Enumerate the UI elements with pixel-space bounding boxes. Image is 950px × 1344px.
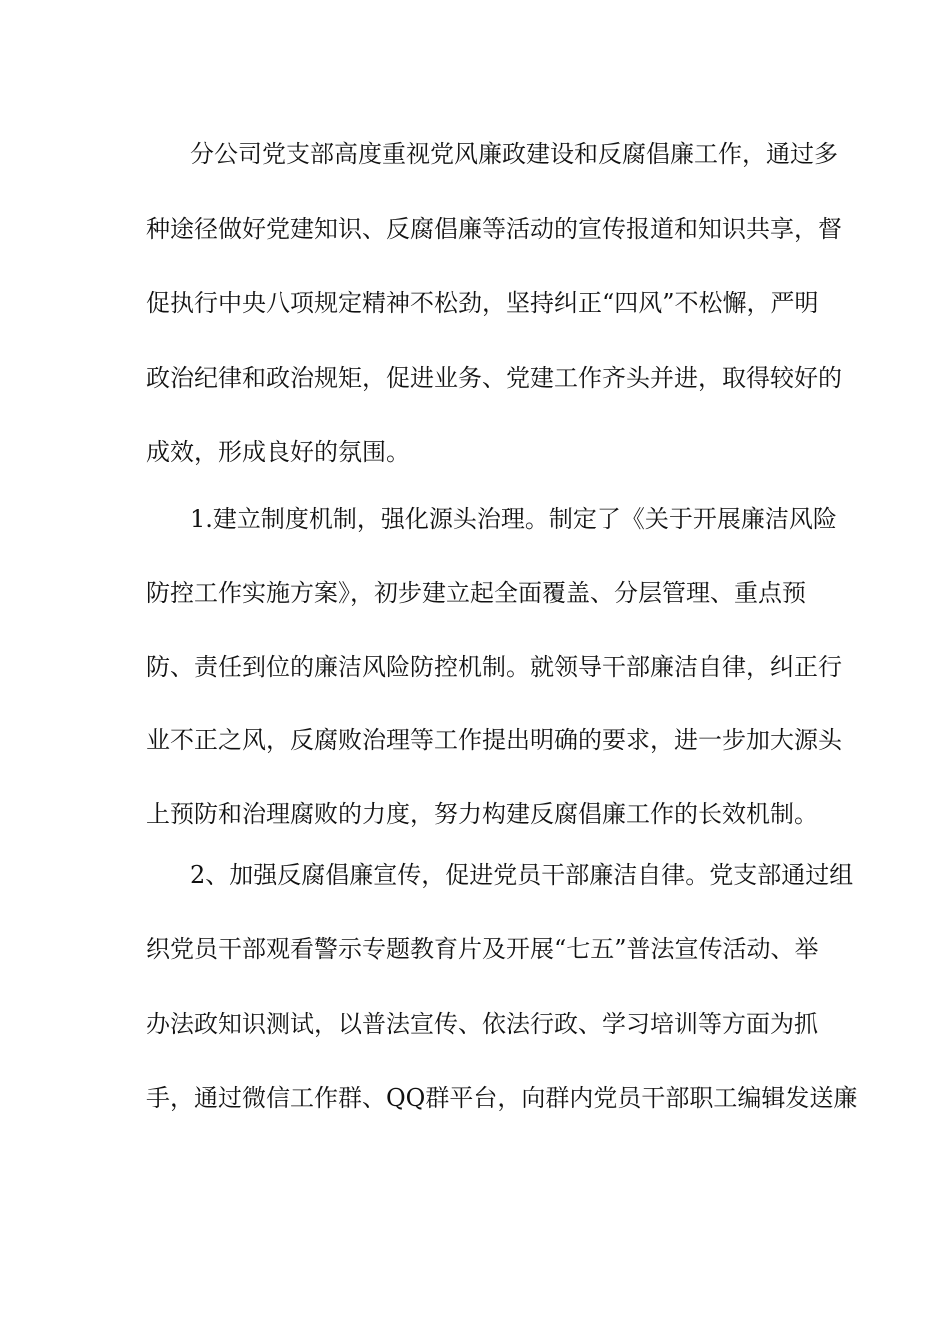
paragraph-1-line-3: 促执行中央八项规定精神不松劲，坚持纠正“四风”不松懈，严明 (146, 289, 819, 317)
paragraph-3-line-1: 2、加强反腐倡廉宣传，促进党员干部廉洁自律。党支部通过组 (190, 861, 854, 889)
paragraph-2-line-2: 防控工作实施方案》，初步建立起全面覆盖、分层管理、重点预 (146, 579, 806, 607)
paragraph-2-line-4: 业不正之风，反腐败治理等工作提出明确的要求，进一步加大源头 (146, 726, 842, 754)
paragraph-1-line-2: 种途径做好党建知识、反腐倡廉等活动的宣传报道和知识共享，督 (146, 215, 842, 243)
paragraph-3-line-2: 织党员干部观看警示专题教育片及开展“七五”普法宣传活动、举 (146, 935, 819, 963)
paragraph-2-line-5: 上预防和治理腐败的力度，努力构建反腐倡廉工作的长效机制。 (146, 800, 818, 828)
paragraph-1-line-1: 分公司党支部高度重视党风廉政建设和反腐倡廉工作，通过多 (190, 140, 838, 168)
paragraph-3-line-4: 手，通过微信工作群、QQ群平台，向群内党员干部职工编辑发送廉 (146, 1084, 858, 1112)
paragraph-1-line-4: 政治纪律和政治规矩，促进业务、党建工作齐头并进，取得较好的 (146, 364, 842, 392)
paragraph-1-line-5: 成效，形成良好的氛围。 (146, 438, 410, 466)
paragraph-2-line-1: 1.建立制度机制，强化源头治理。制定了《关于开展廉洁风险 (190, 505, 837, 533)
paragraph-3-line-3: 办法政知识测试，以普法宣传、依法行政、学习培训等方面为抓 (146, 1010, 818, 1038)
paragraph-2-line-3: 防、责任到位的廉洁风险防控机制。就领导干部廉洁自律，纠正行 (146, 653, 842, 681)
